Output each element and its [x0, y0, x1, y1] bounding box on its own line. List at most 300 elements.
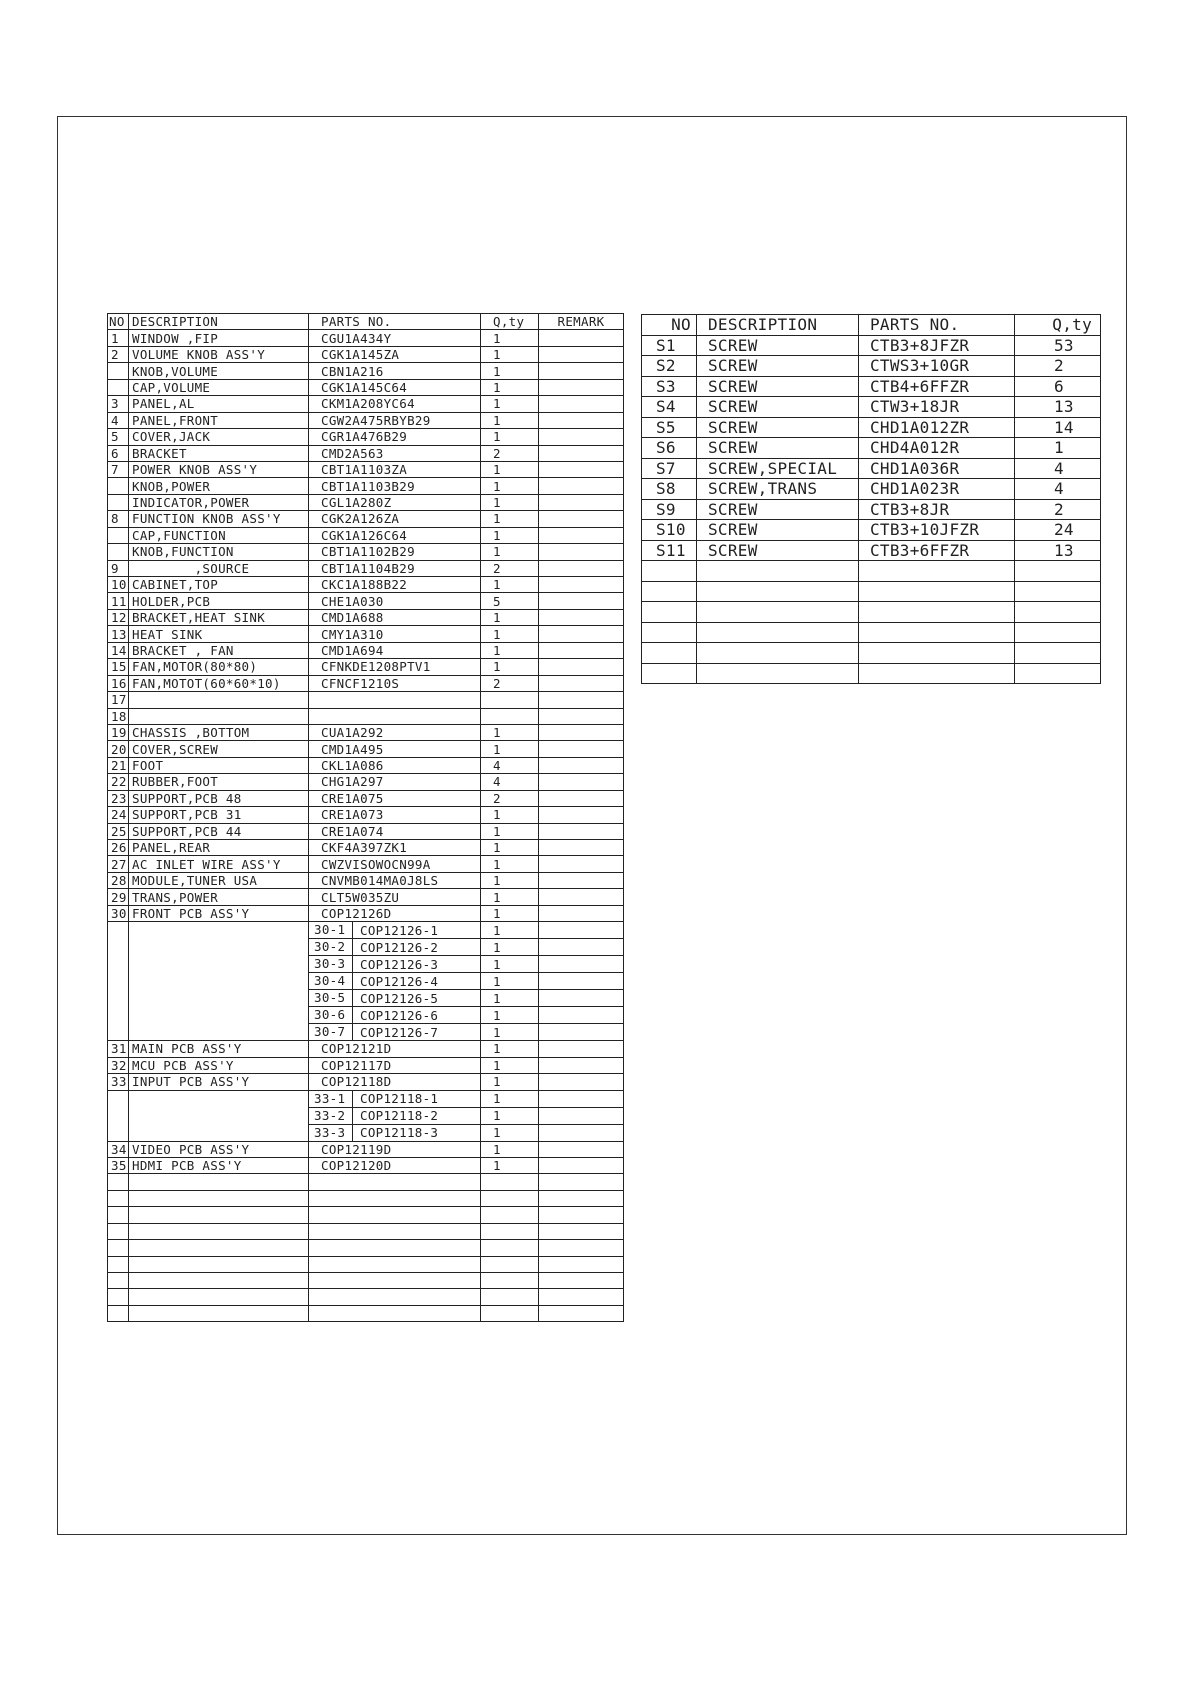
part-remark [539, 626, 624, 642]
part-description [129, 973, 309, 990]
part-remark [539, 708, 624, 724]
screw-row [642, 479, 1101, 500]
part-remark [539, 905, 624, 921]
screw-header-qty: Q,ty [1015, 315, 1101, 336]
part-description [129, 1190, 309, 1206]
part-sub-no: 30-4 [309, 973, 353, 989]
part-remark [539, 593, 624, 609]
part-remark [539, 1090, 624, 1107]
part-remark [539, 478, 624, 494]
part-qty [481, 1190, 539, 1206]
screw-qty: 1 [1015, 438, 1101, 459]
part-no [108, 1223, 129, 1239]
part-description: CABINET,TOP [129, 577, 309, 593]
parts-row [108, 346, 624, 362]
part-no [108, 1256, 129, 1272]
part-description [129, 922, 309, 939]
part-qty: 1 [481, 1090, 539, 1107]
part-qty: 1 [481, 1157, 539, 1173]
part-no [108, 544, 129, 560]
part-description [129, 1289, 309, 1305]
part-qty: 2 [481, 790, 539, 806]
part-no [108, 990, 129, 1007]
part-remark [539, 1305, 624, 1321]
part-number: CMD1A688 [309, 609, 481, 625]
part-description: PANEL,AL [129, 396, 309, 412]
part-number [309, 1223, 481, 1239]
screw-no: S6 [642, 438, 697, 459]
part-description: TRANS,POWER [129, 889, 309, 905]
parts-row [108, 790, 624, 806]
parts-row [108, 1223, 624, 1239]
part-qty: 1 [481, 823, 539, 839]
part-qty: 1 [481, 511, 539, 527]
parts-row [108, 1107, 624, 1124]
screw-description: SCREW [697, 356, 859, 377]
part-description: CAP,FUNCTION [129, 527, 309, 543]
part-qty: 1 [481, 1141, 539, 1157]
screw-no: S7 [642, 458, 697, 479]
screw-qty [1015, 561, 1101, 582]
screw-part-number: CTB3+6FFZR [859, 540, 1015, 561]
screw-description: SCREW [697, 335, 859, 356]
part-sub-wrapper [309, 1024, 480, 1040]
part-description: BRACKET , FAN [129, 642, 309, 658]
part-no [108, 939, 129, 956]
part-qty: 1 [481, 527, 539, 543]
part-number: CFNKDE1208PTV1 [309, 659, 481, 675]
parts-row [108, 1240, 624, 1256]
screw-row [642, 335, 1101, 356]
part-remark [539, 840, 624, 856]
part-description [129, 1305, 309, 1321]
screw-part-number [859, 663, 1015, 684]
part-number: CKM1A208YC64 [309, 396, 481, 412]
part-no: 8 [108, 511, 129, 527]
part-remark [539, 872, 624, 888]
screw-description: SCREW [697, 376, 859, 397]
screw-qty: 14 [1015, 417, 1101, 438]
part-remark [539, 1223, 624, 1239]
part-remark [539, 1256, 624, 1272]
part-remark [539, 973, 624, 990]
part-no: 29 [108, 889, 129, 905]
part-no [108, 1174, 129, 1190]
screw-description: SCREW,TRANS [697, 479, 859, 500]
part-remark [539, 544, 624, 560]
part-no [108, 1289, 129, 1305]
screw-part-number [859, 643, 1015, 664]
part-number: CNVMB014MA0J8LS [309, 872, 481, 888]
parts-row [108, 461, 624, 477]
screw-row [642, 561, 1101, 582]
screw-row [642, 438, 1101, 459]
part-no: 17 [108, 692, 129, 708]
part-remark [539, 379, 624, 395]
parts-row [108, 1256, 624, 1272]
part-number: CMY1A310 [309, 626, 481, 642]
part-remark [539, 412, 624, 428]
part-number: CRE1A075 [309, 790, 481, 806]
part-number: CGL1A280Z [309, 494, 481, 510]
part-description: INPUT PCB ASS'Y [129, 1074, 309, 1090]
parts-row [108, 807, 624, 823]
part-remark [539, 577, 624, 593]
part-number: CKF4A397ZK1 [309, 840, 481, 856]
screw-header-row [642, 315, 1101, 336]
part-qty: 1 [481, 1074, 539, 1090]
part-qty: 1 [481, 412, 539, 428]
screw-part-number: CHD4A012R [859, 438, 1015, 459]
part-remark [539, 659, 624, 675]
parts-row [108, 956, 624, 973]
screw-row [642, 622, 1101, 643]
part-description [129, 692, 309, 708]
part-remark [539, 494, 624, 510]
screw-qty: 4 [1015, 479, 1101, 500]
parts-row [108, 412, 624, 428]
part-qty: 1 [481, 973, 539, 990]
part-no [108, 494, 129, 510]
part-number [309, 1305, 481, 1321]
part-qty: 1 [481, 478, 539, 494]
parts-row [108, 757, 624, 773]
part-remark [539, 642, 624, 658]
part-sub-wrapper [309, 922, 480, 938]
screw-part-number [859, 602, 1015, 623]
part-no: 13 [108, 626, 129, 642]
screw-qty: 2 [1015, 499, 1101, 520]
parts-row [108, 1074, 624, 1090]
part-remark [539, 1024, 624, 1041]
part-remark [539, 675, 624, 691]
part-no [108, 527, 129, 543]
part-number: COP12126-6 [360, 1007, 439, 1023]
part-number: COP12126-3 [360, 956, 439, 972]
screw-part-number: CHD1A023R [859, 479, 1015, 500]
part-description [129, 1124, 309, 1141]
part-sub-no: 30-2 [309, 939, 353, 955]
screw-row [642, 520, 1101, 541]
parts-row [108, 1190, 624, 1206]
parts-row [108, 560, 624, 576]
part-sub-wrapper [309, 1007, 480, 1023]
part-no: 34 [108, 1141, 129, 1157]
part-number: COP12117D [309, 1057, 481, 1073]
screw-part-number [859, 561, 1015, 582]
part-sub-cell [309, 956, 481, 973]
part-no [108, 973, 129, 990]
screw-row [642, 663, 1101, 684]
part-sub-wrapper [309, 1125, 480, 1141]
screw-description [697, 663, 859, 684]
part-description: KNOB,VOLUME [129, 363, 309, 379]
part-description: HEAT SINK [129, 626, 309, 642]
part-sub-no: 33-2 [309, 1108, 353, 1124]
part-remark [539, 511, 624, 527]
part-description: CHASSIS ,BOTTOM [129, 724, 309, 740]
parts-row [108, 429, 624, 445]
part-remark [539, 429, 624, 445]
screw-part-number [859, 622, 1015, 643]
part-remark [539, 757, 624, 773]
part-remark [539, 1041, 624, 1057]
part-description: CAP,VOLUME [129, 379, 309, 395]
part-number: COP12126-1 [360, 922, 439, 938]
screw-qty: 53 [1015, 335, 1101, 356]
part-qty [481, 1174, 539, 1190]
parts-row [108, 823, 624, 839]
part-remark [539, 790, 624, 806]
part-remark [539, 856, 624, 872]
part-description [129, 1107, 309, 1124]
part-remark [539, 609, 624, 625]
part-remark [539, 1190, 624, 1206]
part-sub-cell [309, 1124, 481, 1141]
part-qty: 5 [481, 593, 539, 609]
part-description: HOLDER,PCB [129, 593, 309, 609]
screw-no: S8 [642, 479, 697, 500]
part-sub-no: 30-1 [309, 922, 353, 938]
part-description [129, 1090, 309, 1107]
part-sub-no: 33-1 [309, 1091, 353, 1107]
part-remark [539, 939, 624, 956]
part-number: CBT1A1103ZA [309, 461, 481, 477]
part-remark [539, 330, 624, 346]
part-no: 16 [108, 675, 129, 691]
part-qty [481, 1273, 539, 1289]
part-number: CRE1A074 [309, 823, 481, 839]
part-remark [539, 445, 624, 461]
part-remark [539, 990, 624, 1007]
parts-header-parts-no: PARTS NO. [309, 314, 481, 330]
screw-row [642, 499, 1101, 520]
parts-row [108, 1007, 624, 1024]
part-qty: 1 [481, 544, 539, 560]
part-remark [539, 1057, 624, 1073]
parts-header-remark: REMARK [539, 314, 624, 330]
screw-qty [1015, 622, 1101, 643]
parts-row [108, 905, 624, 921]
parts-row [108, 724, 624, 740]
part-qty: 1 [481, 494, 539, 510]
screw-row [642, 397, 1101, 418]
part-qty: 1 [481, 642, 539, 658]
part-remark [539, 346, 624, 362]
parts-row [108, 1141, 624, 1157]
part-description [129, 939, 309, 956]
screw-row [642, 458, 1101, 479]
part-number: CGR1A476B29 [309, 429, 481, 445]
part-sub-cell [309, 1024, 481, 1041]
screw-qty: 13 [1015, 397, 1101, 418]
part-number: CGW2A475RBYB29 [309, 412, 481, 428]
part-no: 20 [108, 741, 129, 757]
part-remark [539, 774, 624, 790]
part-number: COP12120D [309, 1157, 481, 1173]
part-remark [539, 363, 624, 379]
part-qty: 2 [481, 560, 539, 576]
part-remark [539, 1240, 624, 1256]
part-no: 1 [108, 330, 129, 346]
part-qty: 1 [481, 577, 539, 593]
screw-part-number: CTWS3+10GR [859, 356, 1015, 377]
part-no: 12 [108, 609, 129, 625]
part-qty: 4 [481, 774, 539, 790]
part-qty: 1 [481, 889, 539, 905]
part-no: 6 [108, 445, 129, 461]
part-no [108, 1305, 129, 1321]
parts-list-table [107, 313, 624, 1322]
parts-row [108, 1289, 624, 1305]
parts-row [108, 330, 624, 346]
screw-part-number: CTB3+8JR [859, 499, 1015, 520]
parts-row [108, 939, 624, 956]
part-number [309, 708, 481, 724]
part-number: CGK1A126C64 [309, 527, 481, 543]
part-qty [481, 708, 539, 724]
part-qty: 1 [481, 1057, 539, 1073]
screw-description: SCREW [697, 438, 859, 459]
part-remark [539, 1289, 624, 1305]
parts-row [108, 1124, 624, 1141]
part-description [129, 1240, 309, 1256]
part-sub-cell [309, 990, 481, 1007]
part-sub-cell [309, 922, 481, 939]
part-description: FAN,MOTOT(60*60*10) [129, 675, 309, 691]
part-description: HDMI PCB ASS'Y [129, 1157, 309, 1173]
part-remark [539, 527, 624, 543]
screw-description: SCREW [697, 417, 859, 438]
part-qty: 1 [481, 872, 539, 888]
part-description: MODULE,TUNER USA [129, 872, 309, 888]
part-description: KNOB,FUNCTION [129, 544, 309, 560]
part-description: ,SOURCE [129, 560, 309, 576]
screw-header-parts-no: PARTS NO. [859, 315, 1015, 336]
screw-part-number: CHD1A036R [859, 458, 1015, 479]
screw-qty [1015, 581, 1101, 602]
screw-no [642, 561, 697, 582]
part-description [129, 1273, 309, 1289]
part-no [108, 922, 129, 939]
part-number: CGK1A145ZA [309, 346, 481, 362]
screw-description [697, 581, 859, 602]
part-remark [539, 956, 624, 973]
part-number: COP12126-7 [360, 1024, 439, 1040]
part-qty: 1 [481, 956, 539, 973]
parts-row [108, 1057, 624, 1073]
part-number: CBN1A216 [309, 363, 481, 379]
part-sub-no: 30-6 [309, 1007, 353, 1023]
part-number: CBT1A1102B29 [309, 544, 481, 560]
screw-no [642, 602, 697, 623]
screw-description: SCREW,SPECIAL [697, 458, 859, 479]
parts-row [108, 1024, 624, 1041]
part-remark [539, 692, 624, 708]
part-remark [539, 823, 624, 839]
part-description: KNOB,POWER [129, 478, 309, 494]
part-no [108, 363, 129, 379]
parts-row [108, 973, 624, 990]
part-remark [539, 461, 624, 477]
screw-description: SCREW [697, 540, 859, 561]
screw-no: S2 [642, 356, 697, 377]
parts-row [108, 609, 624, 625]
part-remark [539, 741, 624, 757]
part-qty: 1 [481, 609, 539, 625]
part-description: VOLUME KNOB ASS'Y [129, 346, 309, 362]
parts-row [108, 840, 624, 856]
part-description: COVER,SCREW [129, 741, 309, 757]
parts-row [108, 396, 624, 412]
part-description: SUPPORT,PCB 48 [129, 790, 309, 806]
part-number [309, 1273, 481, 1289]
part-sub-wrapper [309, 1091, 480, 1107]
part-sub-cell [309, 1090, 481, 1107]
part-description [129, 990, 309, 1007]
part-description [129, 1256, 309, 1272]
part-remark [539, 1074, 624, 1090]
parts-row [108, 692, 624, 708]
part-qty: 1 [481, 1041, 539, 1057]
part-qty: 1 [481, 1024, 539, 1041]
part-sub-cell [309, 1107, 481, 1124]
parts-header-row [108, 314, 624, 330]
part-remark [539, 889, 624, 905]
part-description [129, 1174, 309, 1190]
part-sub-wrapper [309, 973, 480, 989]
part-number: CWZVISOWOCN99A [309, 856, 481, 872]
part-description [129, 956, 309, 973]
parts-row [108, 856, 624, 872]
part-no: 15 [108, 659, 129, 675]
part-qty: 1 [481, 1124, 539, 1141]
part-number: COP12119D [309, 1141, 481, 1157]
part-no: 7 [108, 461, 129, 477]
part-number [309, 1240, 481, 1256]
screw-part-number: CTB3+8JFZR [859, 335, 1015, 356]
screw-header-no: NO [642, 315, 697, 336]
screw-description: SCREW [697, 397, 859, 418]
part-number: COP12126-2 [360, 939, 439, 955]
part-description: MCU PCB ASS'Y [129, 1057, 309, 1073]
screw-no: S9 [642, 499, 697, 520]
screw-part-number: CTB4+6FFZR [859, 376, 1015, 397]
part-remark [539, 1124, 624, 1141]
part-number: CGK2A126ZA [309, 511, 481, 527]
part-qty: 1 [481, 626, 539, 642]
part-qty: 1 [481, 346, 539, 362]
part-qty: 1 [481, 922, 539, 939]
screw-row [642, 417, 1101, 438]
part-description: FOOT [129, 757, 309, 773]
part-qty [481, 1305, 539, 1321]
part-no: 2 [108, 346, 129, 362]
part-number: COP12118-1 [360, 1091, 439, 1106]
part-number: COP12121D [309, 1041, 481, 1057]
part-qty: 1 [481, 741, 539, 757]
part-qty: 1 [481, 461, 539, 477]
screw-qty: 4 [1015, 458, 1101, 479]
part-qty: 1 [481, 1107, 539, 1124]
part-no [108, 1007, 129, 1024]
parts-header-qty: Q,ty [481, 314, 539, 330]
parts-row [108, 577, 624, 593]
part-no: 33 [108, 1074, 129, 1090]
part-description: INDICATOR,POWER [129, 494, 309, 510]
parts-row [108, 1305, 624, 1321]
part-number: COP12126-4 [360, 973, 439, 989]
